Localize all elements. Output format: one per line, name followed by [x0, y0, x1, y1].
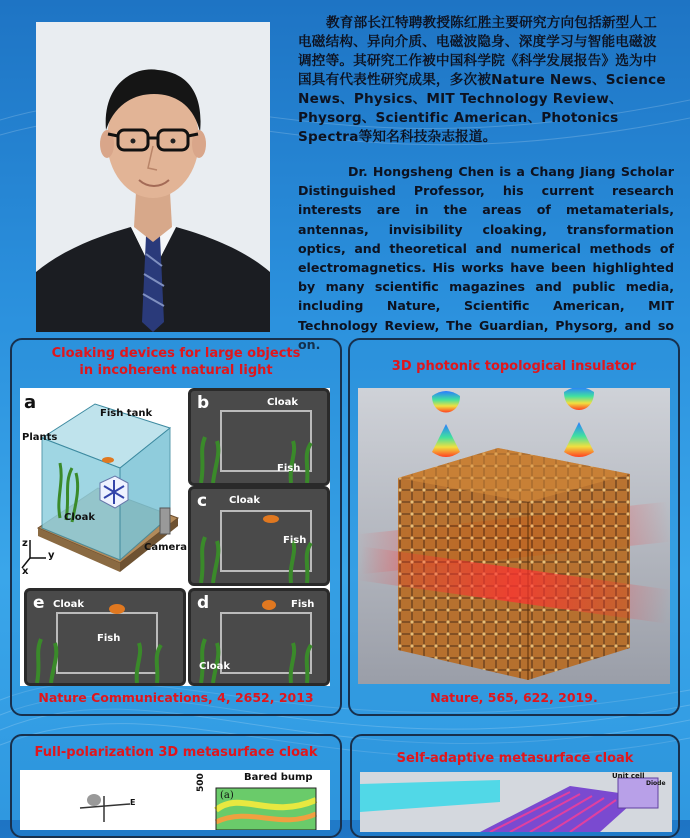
topological-figure: [358, 388, 670, 684]
label-fish-b: Fish: [277, 463, 301, 474]
panel-title: Full-polarization 3D metasurface cloak: [34, 745, 318, 760]
label-cloak-c: Cloak: [229, 495, 261, 506]
subfig-d: [188, 588, 330, 686]
title-line-2: in incoherent natural light: [79, 363, 273, 378]
label-diode: Diode: [646, 780, 666, 787]
label-plants: Plants: [22, 432, 58, 443]
label-axis-x: x: [22, 566, 29, 577]
label-cloak-d: Cloak: [199, 661, 231, 672]
bio-english: Dr. Hongsheng Chen is a Chang Jiang Scholar Distinguished Professor, his current research interests are in the areas of metamaterials, antennas, invisibility cloaking, transformation optics, and theoretical and numerical methods of electromagnetics. His works have been highlighted by many scientific magazines and public media, including Nature, Scientific American, MIT Technology Review, The Guardian, Physorg, and so on.: [298, 164, 674, 352]
portrait-photo: [36, 22, 270, 332]
bio-chinese: 教育部长江特聘教授陈红胜主要研究方向包括新型人工电磁结构、异向介质、电磁波隐身、深度学习与智能电磁波调控等。其研究工作被中国科学院《科学发展报告》选为中国具有代表性研究成果，多次被Nature News、Science News、Physics、MIT Technology Review、Physorg、Scientific American、Photonics Spectra等知名科技杂志报道。: [298, 15, 666, 145]
label-e: e: [33, 593, 45, 613]
panel-polarization-cloak: [10, 734, 342, 838]
topological-caption: Nature, 565, 622, 2019.: [430, 690, 598, 705]
label-fish-tank: Fish tank: [100, 408, 153, 419]
cloak-figure: [20, 388, 330, 686]
panel-self-adaptive-cloak: [350, 734, 680, 838]
panel-title: [12, 345, 340, 379]
panel-cloaking-devices: [10, 338, 342, 716]
adaptive-illustration: [360, 772, 672, 832]
label-b: b: [197, 393, 210, 413]
label-fish-e: Fish: [97, 633, 121, 644]
label-axis-y: y: [48, 550, 55, 561]
label-e-field: E: [130, 798, 136, 807]
plot-tick: 500: [196, 773, 206, 792]
subfig-e: [24, 588, 186, 686]
polarization-figure: [20, 770, 330, 830]
label-c: c: [197, 491, 208, 511]
panel-title: 3D photonic topological insulator: [391, 359, 637, 374]
label-fish-c: Fish: [283, 535, 307, 546]
label-d: d: [197, 593, 210, 613]
plot-label: (a): [220, 790, 234, 801]
panel-topological-insulator: [348, 338, 680, 716]
label-unit-cell: Unit cell: [612, 772, 645, 780]
cloak-caption: Nature Communications, 4, 2652, 2013: [38, 690, 314, 705]
label-cloak-b: Cloak: [267, 397, 299, 408]
label-camera: Camera: [144, 542, 187, 553]
title-line-1: Cloaking devices for large objects: [51, 346, 301, 361]
panel-title: Self-adaptive metasurface cloak: [396, 751, 634, 766]
plot-title: Bared bump: [244, 772, 313, 783]
label-fish-d: Fish: [291, 599, 315, 610]
label-a: a: [24, 392, 37, 413]
label-cloak-e: Cloak: [53, 599, 85, 610]
subfig-c: [188, 486, 330, 586]
subfig-b: [188, 388, 330, 486]
lattice-illustration: [358, 388, 670, 684]
label-cloak: Cloak: [64, 512, 96, 523]
adaptive-figure: [360, 772, 672, 832]
subfig-b-image: [191, 391, 327, 483]
label-axis-z: z: [22, 538, 28, 549]
